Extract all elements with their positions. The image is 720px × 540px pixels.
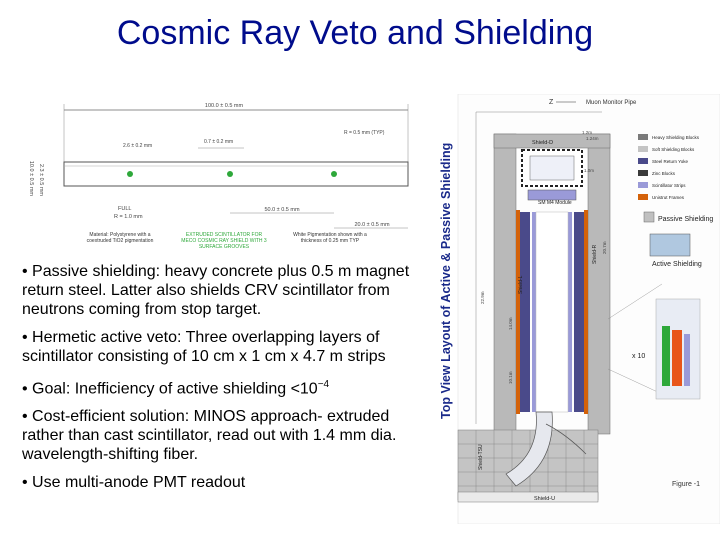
- note-extruded: EXTRUDED SCINTILLATOR FOR MECO COSMIC RAY SHIELD WITH 3 SURFACE GROOVES: [181, 232, 267, 250]
- scintillator-bar: [64, 162, 408, 186]
- r-label: R = 1.0 mm: [114, 214, 143, 220]
- shield-right-label: Shield-R: [592, 244, 598, 264]
- legend-item-0: Heavy Shielding Blocks: [652, 135, 700, 140]
- dim-hole: 0.7 ± 0.2 mm: [204, 139, 234, 145]
- legend-item-1: Soft Shielding Blocks: [652, 147, 695, 152]
- module-label: SM M4 Module: [538, 200, 572, 206]
- bullet-active-veto: • Hermetic active veto: Three overlapping layers of scintillator consisting of 10 cm x 1 cm x 4.7 m strips: [22, 329, 386, 365]
- heavy-shield-left: [494, 134, 516, 434]
- pipe-label: Muon Monitor Pipe: [586, 100, 637, 106]
- note-material: Material: Polystyrene with a coextruded TiO2 pigmentation: [86, 232, 154, 244]
- full-label: FULL: [118, 206, 132, 212]
- note-pigmentation: White Pigmentation shown with a thickness of 0.25 mm TYP: [293, 232, 367, 244]
- z-label: Z: [549, 99, 554, 106]
- scint-right: [568, 212, 572, 412]
- steel-yoke-left: [520, 212, 530, 412]
- goal-base: 10: [299, 380, 318, 398]
- shield-top-label: Shield-D: [532, 140, 554, 146]
- legend-item-5: Unistrut Frames: [652, 195, 685, 200]
- dim-5: 22.9m: [480, 291, 485, 304]
- figure-label: Figure -1: [672, 481, 701, 488]
- dim-7: 1.24m: [586, 136, 599, 141]
- dim-width: 100.0 ± 0.5 mm: [204, 103, 244, 109]
- bullet-goal: [22, 375, 432, 398]
- dim-mid: 50.0 ± 0.5 mm: [264, 207, 300, 213]
- dim-1: 1.2m: [582, 130, 593, 135]
- shield-left-label: Shield-L: [518, 275, 524, 294]
- shielding-layout-figure: [436, 94, 720, 524]
- legend-item-2: Steel Return Yoke: [652, 159, 689, 164]
- heavy-shield-right: [588, 134, 610, 434]
- active-label: Active Shielding: [652, 261, 702, 268]
- dim-right-bottom: 20.0 ± 0.5 mm: [354, 222, 390, 228]
- dim-4: 10.1m: [508, 371, 513, 384]
- scintillator-profile-figure: [18, 98, 412, 260]
- zoom-label: x 10: [632, 353, 646, 360]
- legend-item-4: Scintillator Strips: [652, 183, 686, 188]
- dim-right: R = 0.5 mm (TYP): [344, 130, 385, 136]
- dim-thickness: 10.0 ± 0.5 mm: [28, 160, 34, 196]
- fiber-groove-center: [227, 171, 233, 177]
- dim-6: 20.7m: [602, 241, 607, 254]
- bullet-cost: • Cost-efficient solution: MINOS approach- extruded rather than cast scintillator, read out with 1.4 mm dia. wavelength-shifting fiber.: [22, 408, 397, 464]
- passive-label: Passive Shielding: [658, 216, 714, 223]
- passive-swatch: [644, 212, 654, 222]
- bullet-list: [22, 262, 432, 501]
- goal-symbol: <: [290, 380, 300, 398]
- dim-left-hole: 2.6 ± 0.2 mm: [123, 143, 153, 149]
- fiber-groove-right: [331, 171, 337, 177]
- goal-text: • Goal: Inefficiency of active shielding: [22, 380, 291, 398]
- shield-bottom-label: Shield-U: [534, 496, 556, 502]
- dim-2: 1.0m: [584, 168, 595, 173]
- bullet-passive: • Passive shielding: heavy concrete plus 0.5 m magnet return steel. Latter also shields CRV scintillator from neutrons coming from stop target.: [22, 263, 410, 318]
- goal-exponent: −4: [317, 379, 330, 390]
- fiber-groove-left: [127, 171, 133, 177]
- dim-left-vert: 2.3 ± 0.5 mm: [38, 163, 44, 196]
- bullet-pmt: • Use multi-anode PMT readout: [22, 474, 246, 492]
- shield-tsu-label: Shield-TSU: [478, 444, 484, 470]
- layout-vertical-title: Top View Layout of Active & Passive Shielding: [439, 142, 453, 419]
- scint-left: [532, 212, 536, 412]
- slide-title: Cosmic Ray Veto and Shielding: [116, 14, 594, 52]
- legend-item-3: Zinc Blocks: [652, 171, 676, 176]
- dim-3: 14.0m: [508, 317, 513, 330]
- active-swatch: [650, 234, 690, 256]
- steel-yoke-right: [574, 212, 584, 412]
